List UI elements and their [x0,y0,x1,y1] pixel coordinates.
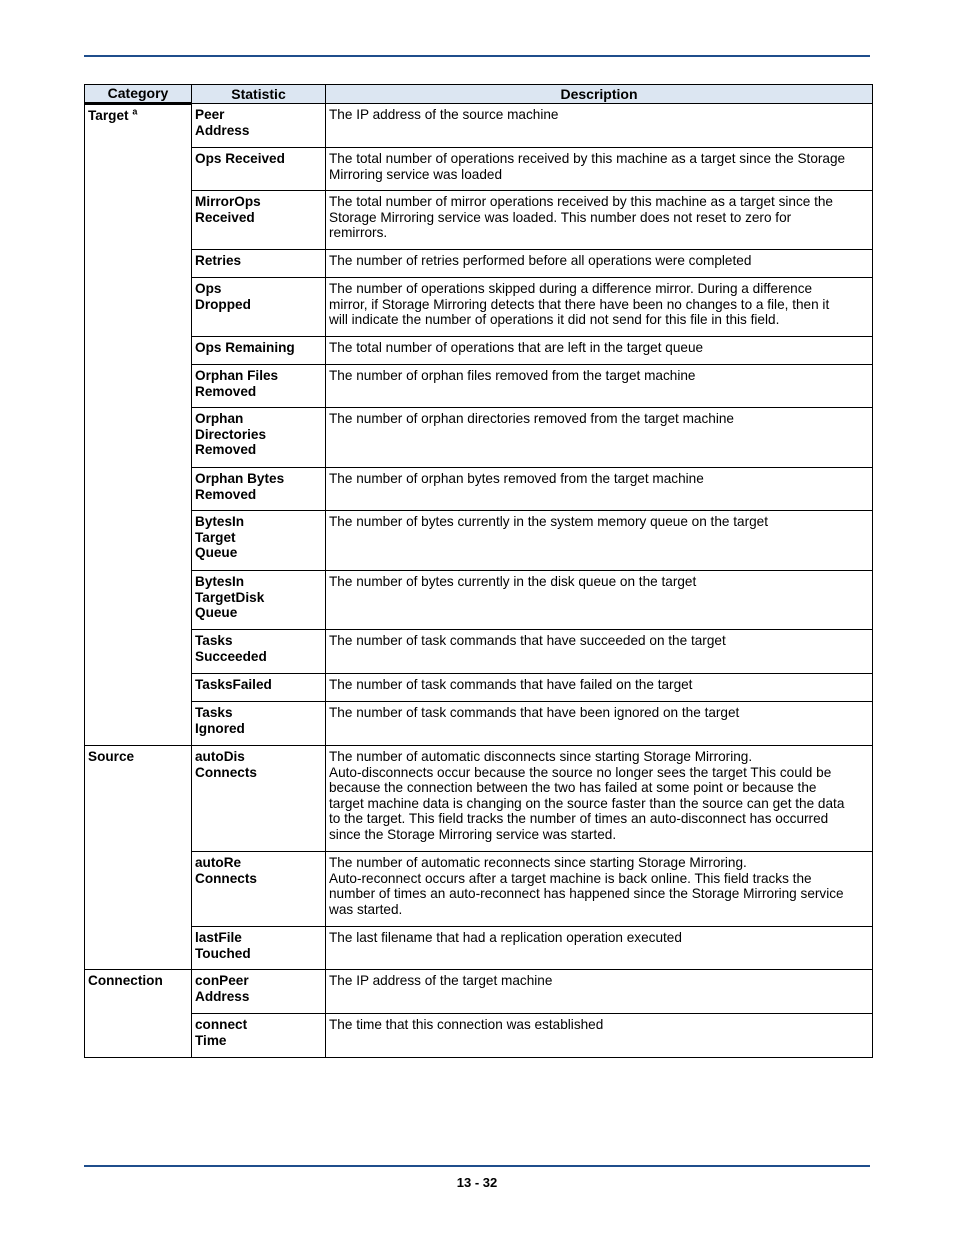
description-line: The IP address of the source machine [329,107,559,122]
table-row [85,511,873,571]
statistic-name-line: Target [195,529,236,545]
description-line: Auto-disconnects occur because the source no longer sees the target This could be [329,764,832,780]
header-rule [84,55,870,57]
statistic-name-line: TasksFailed [195,677,272,692]
statistic-name-line: Tasks [195,705,233,720]
description-cell [326,148,873,191]
statistic-cell [192,148,326,191]
description-cell [326,191,873,250]
description-cell [326,468,873,511]
description-line: The number of automatic reconnects since starting Storage Mirroring. [329,855,747,870]
statistic-cell [192,970,326,1014]
description-line: The number of bytes currently in the disk queue on the target [329,574,697,589]
table-row [85,1014,873,1058]
statistic-name-line: Succeeded [195,648,267,664]
statistic-name-line: Time [195,1032,227,1048]
description-line: The IP address of the target machine [329,973,553,988]
description-line: target machine data is changing on the source faster than the source can get the data [329,795,845,811]
statistic-name-line: Ops Received [195,151,285,166]
statistic-name-line: Connects [195,764,257,780]
statistic-name-line: Connects [195,870,257,886]
description-line: The number of task commands that have succeeded on the target [329,633,726,648]
statistic-name-line: BytesIn [195,574,245,589]
statistic-name-line: Peer [195,107,225,122]
statistic-name-line: MirrorOps [195,194,261,209]
statistic-cell [192,191,326,250]
description-cell [326,630,873,674]
description-line: The total number of mirror operations received by this machine as a target since the [329,194,833,209]
statistic-name-line: Queue [195,605,238,621]
table-row [85,104,873,148]
table-row [85,148,873,191]
statistic-name-line: Address [195,988,250,1004]
statistic-name-line: lastFile [195,930,242,945]
statistic-name-line: autoRe [195,855,242,870]
statistic-cell [192,250,326,278]
statistic-cell [192,468,326,511]
statistic-cell [192,674,326,702]
statistic-name-line: TargetDisk [195,589,265,605]
description-line: The total number of operations received by this machine as a target since the Storage [329,151,846,166]
category-footnote-mark: a [132,106,138,117]
statistic-name-line: Ops [195,281,222,296]
statistic-name-line: Dropped [195,296,251,312]
description-line: will indicate the number of operations it did not send for this file in this field. [329,312,780,328]
table-row [85,278,873,337]
description-cell [326,746,873,852]
statistic-cell [192,1014,326,1058]
table-row [85,408,873,468]
description-cell [326,970,873,1014]
description-line: The time that this connection was established [329,1017,604,1032]
statistic-name-line: Address [195,122,250,138]
description-line: Auto-reconnect occurs after a target machine is back online. This field tracks the [329,870,812,886]
description-cell [326,852,873,927]
statistic-cell [192,408,326,468]
description-line: The number of orphan files removed from the target machine [329,368,696,383]
statistic-name-line: Tasks [195,633,233,648]
table-row [85,630,873,674]
category-cell [85,104,192,746]
description-line: The number of orphan bytes removed from the target machine [329,471,704,486]
description-line: since the Storage Mirroring service was started. [329,826,617,842]
table-row [85,468,873,511]
description-cell [326,1014,873,1058]
statistic-name-line: Orphan Bytes [195,471,285,486]
statistic-name-line: conPeer [195,973,249,988]
category-label: Connection [88,973,163,988]
description-line: The last filename that had a replication operation executed [329,930,682,945]
page-number: 13 - 32 [456,1175,498,1190]
category-label: Source [88,749,135,764]
description-line: number of times an auto-reconnect has happened since the Storage Mirroring service [329,886,844,902]
description-line: to the target. This field tracks the number of times an auto-disconnect has occurred [329,811,829,827]
statistic-name-line: Retries [195,253,242,268]
table-row [85,970,873,1014]
table-row [85,852,873,927]
statistic-name-line: Received [195,209,255,225]
description-cell [326,702,873,746]
description-cell [326,927,873,970]
statistic-cell [192,337,326,365]
description-line: remirrors. [329,225,388,241]
category-label: Target [88,108,129,123]
table-row [85,571,873,630]
statistic-cell [192,702,326,746]
statistic-cell [192,365,326,408]
header-description: Description [326,85,873,104]
description-line: The number of task commands that have failed on the target [329,677,693,692]
statistic-name-line: Orphan Files [195,368,279,383]
table-row [85,337,873,365]
description-line: The number of orphan directories removed from the target machine [329,411,734,426]
statistic-name-line: Orphan [195,411,244,426]
table-body [85,104,873,1058]
description-cell [326,365,873,408]
description-cell [326,571,873,630]
description-line: mirror, if Storage Mirroring detects that there have been no changes to a file, then it [329,296,830,312]
statistic-name-line: Directories [195,426,267,442]
statistic-name-line: Ignored [195,720,245,736]
header-statistic: Statistic [192,85,326,104]
description-line: The number of bytes currently in the system memory queue on the target [329,514,768,529]
description-line: Storage Mirroring service was loaded. This number does not reset to zero for [329,209,792,225]
table-row [85,191,873,250]
statistic-name-line: Removed [195,383,257,399]
table-row [85,702,873,746]
statistics-table [84,84,873,1058]
statistic-name-line: autoDis [195,749,245,764]
table-row [85,250,873,278]
description-cell [326,511,873,571]
header-category: Category [85,85,192,104]
description-line: The number of automatic disconnects since starting Storage Mirroring. [329,749,753,764]
description-line: The number of task commands that have been ignored on the target [329,705,740,720]
table-row [85,674,873,702]
statistic-cell [192,630,326,674]
statistic-cell [192,278,326,337]
statistic-name-line: Ops Remaining [195,340,295,355]
description-cell [326,278,873,337]
description-cell [326,674,873,702]
statistic-cell [192,511,326,571]
statistic-cell [192,927,326,970]
statistic-name-line: Queue [195,545,238,561]
category-cell [85,746,192,970]
description-line: was started. [329,901,403,917]
statistic-name-line: Removed [195,442,257,458]
statistic-cell [192,104,326,148]
statistic-cell [192,746,326,852]
category-cell [85,970,192,1058]
table-row [85,746,873,852]
table-row [85,365,873,408]
statistic-name-line: Removed [195,486,257,502]
description-line: Mirroring service was loaded [329,166,503,182]
table-row [85,927,873,970]
description-cell [326,337,873,365]
description-line: The total number of operations that are left in the target queue [329,340,704,355]
description-cell [326,408,873,468]
description-line: The number of retries performed before all operations were completed [329,253,752,268]
statistic-cell [192,852,326,927]
table-header-row [85,85,873,104]
description-line: because the connection between the two has failed at some point or because the [329,780,817,796]
description-line: The number of operations skipped during a difference mirror. During a difference [329,281,813,296]
statistic-name-line: Touched [195,945,251,961]
statistic-name-line: BytesIn [195,514,245,529]
description-cell [326,250,873,278]
statistic-name-line: connect [195,1017,248,1032]
footer-rule [84,1165,870,1167]
statistic-cell [192,571,326,630]
description-cell [326,104,873,148]
